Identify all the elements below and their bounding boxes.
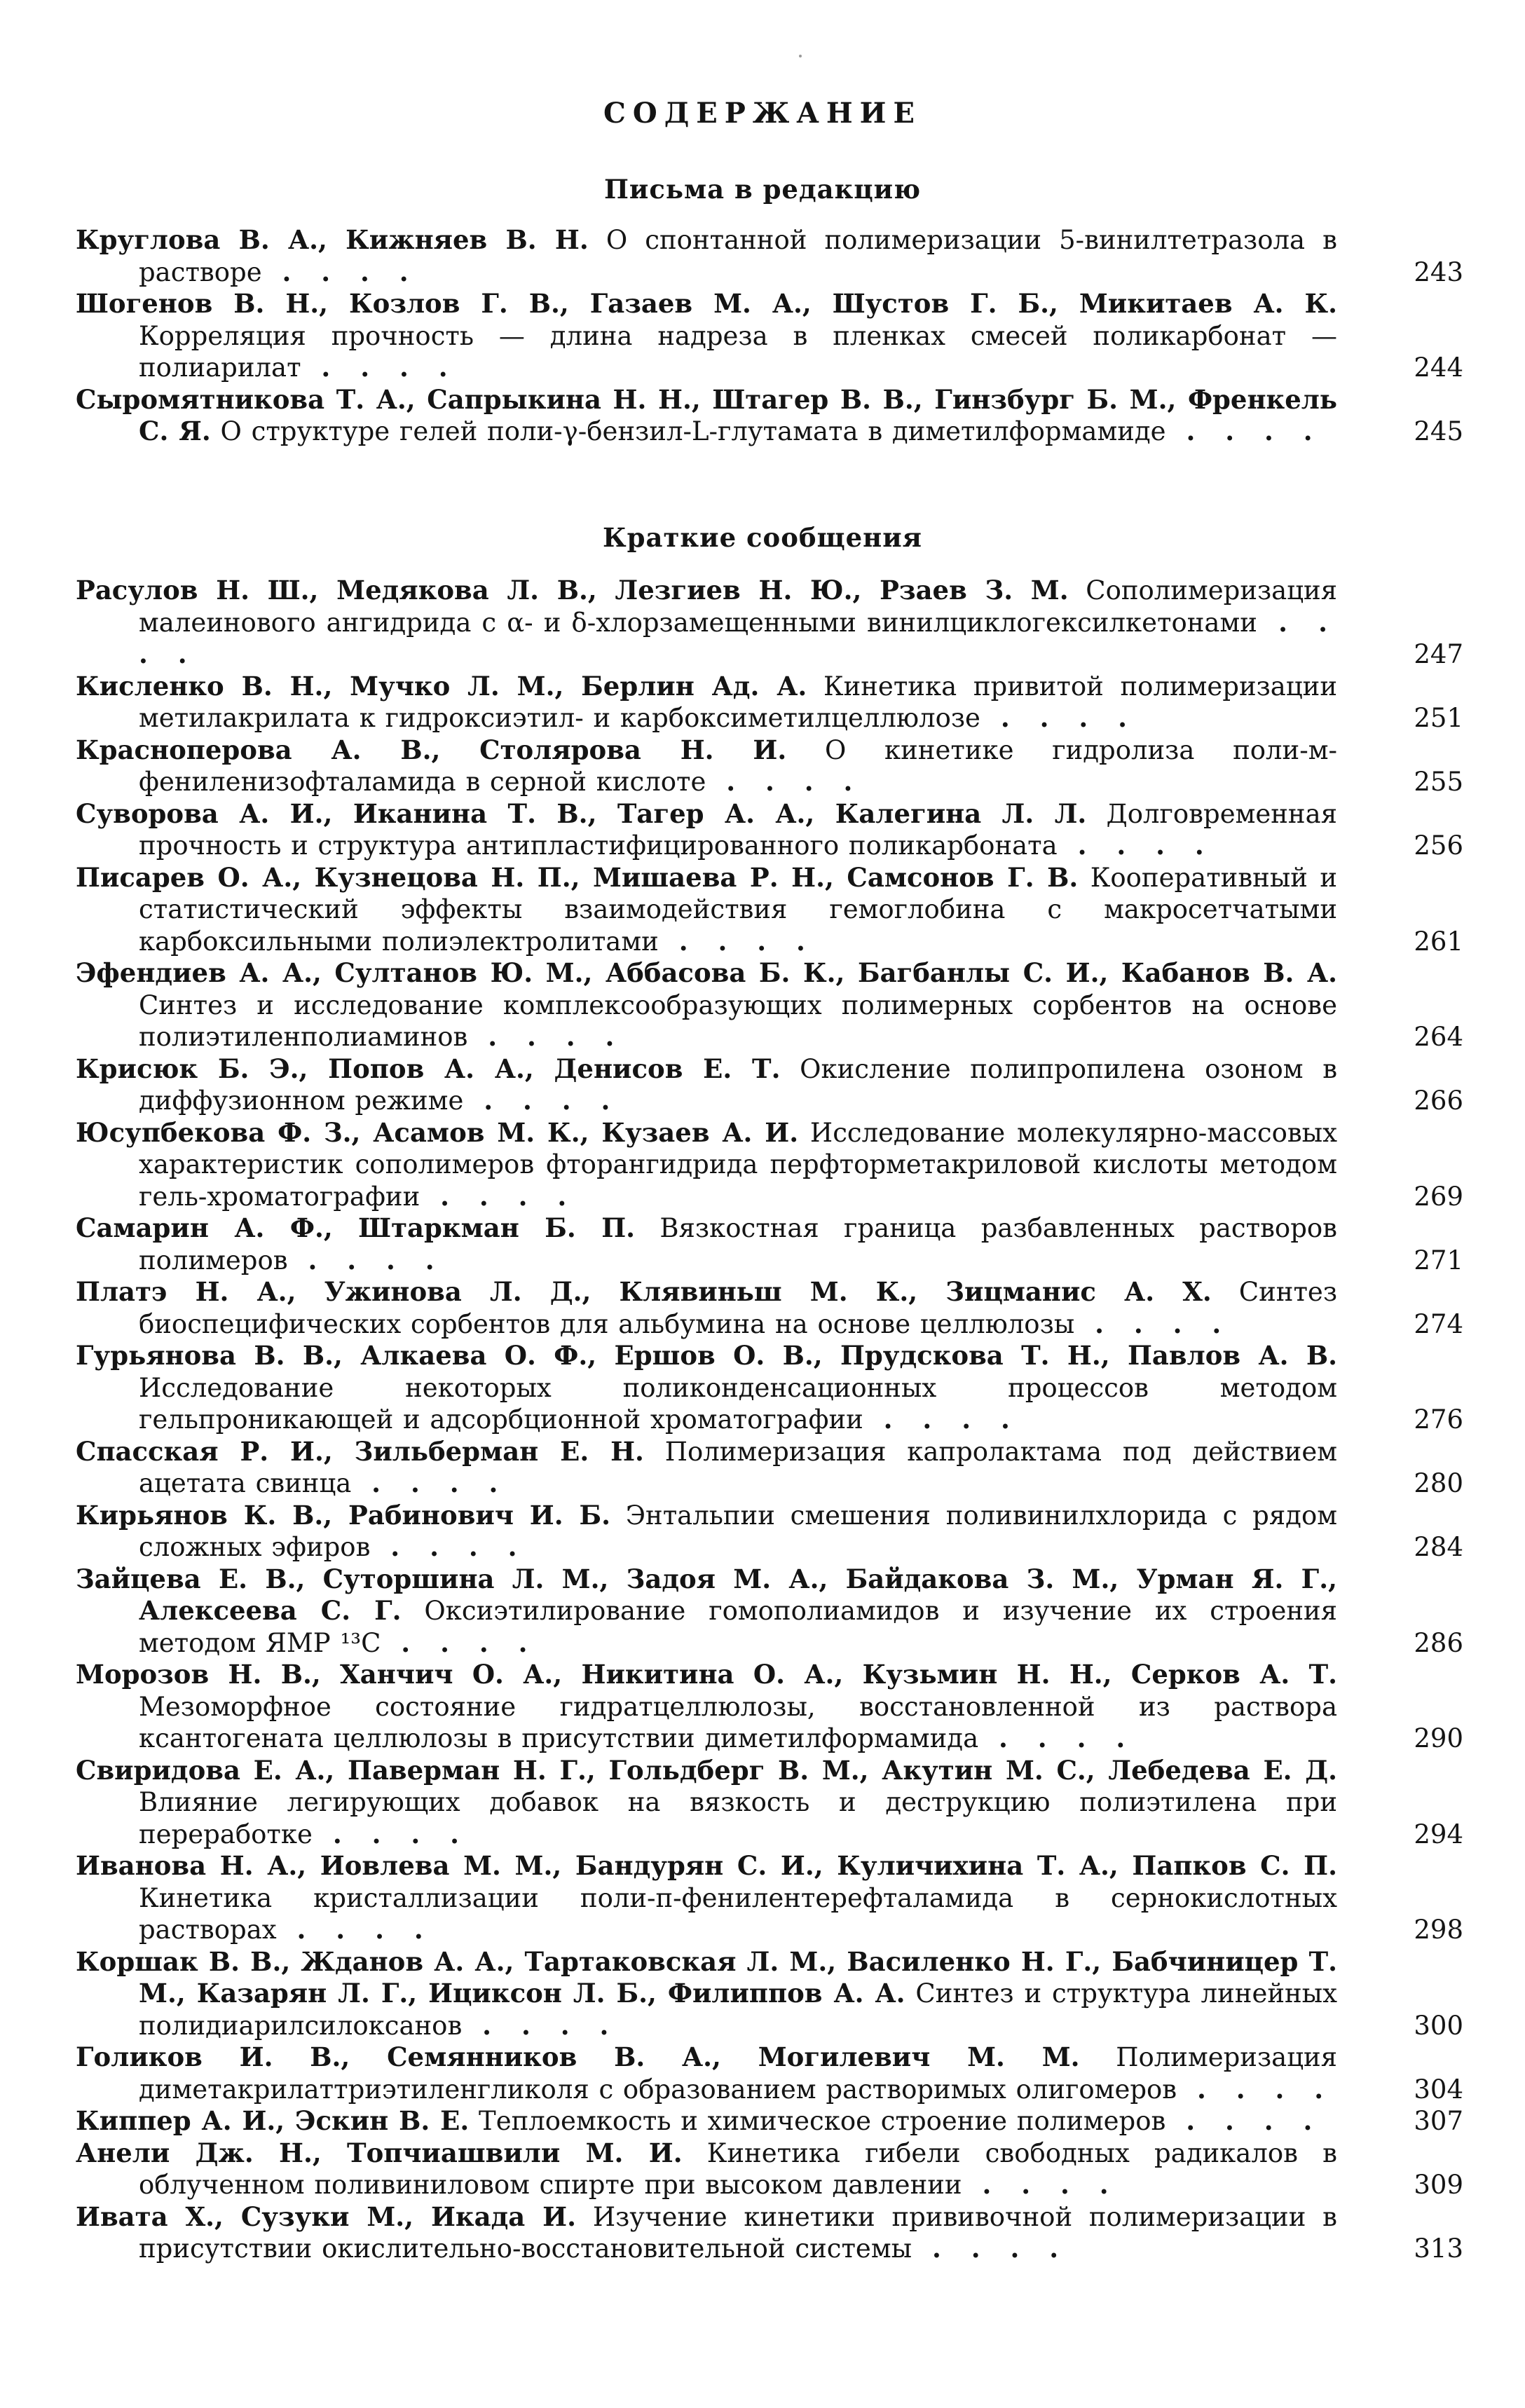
toc-entry-text	[76, 1212, 1337, 1276]
toc-entry-text	[76, 1659, 1337, 1755]
toc-entry-text	[76, 1276, 1337, 1340]
toc-entry-page: 304	[1414, 2074, 1463, 2105]
toc-entry-text	[76, 734, 1337, 798]
toc-entry-title: Оксиэтилирование гомополиамидов и изучение их строения методом ЯМР ¹³С	[139, 1596, 1337, 1658]
dot-leader: . . . .	[1165, 416, 1322, 446]
toc-entry	[76, 1212, 1463, 1276]
toc-entry-title: Полимеризация капролактама под действием ацетата свинца	[139, 1436, 1338, 1498]
toc-entry-text	[76, 798, 1337, 862]
toc-entry	[76, 1946, 1463, 2042]
toc-entry-authors: Суворова А. И., Иканина Т. В., Тагер А. А., Калегина Л. Л.	[76, 798, 1087, 829]
toc-entry-page: 256	[1414, 830, 1463, 861]
toc-entry-page: 244	[1414, 353, 1463, 383]
toc-entry-authors: Кисленко В. Н., Мучко Л. М., Берлин Ад. А.	[76, 670, 807, 702]
toc-entry-title: Кооперативный и статистический эффекты взаимодействия гемоглобина с макросетчатыми карбоксильными полиэлектролитами	[139, 862, 1338, 957]
toc-entry-page: 255	[1414, 767, 1463, 797]
dot-leader: . . . .	[381, 1627, 538, 1658]
toc-entry-authors: Эфендиев А. А., Султанов Ю. М., Аббасова Б. К., Багбанлы С. И., Кабанов В. А.	[76, 957, 1337, 988]
toc-entry-title: Синтез и исследование комплексообразующих полимерных сорбентов на основе полиэтиленполиаминов	[139, 990, 1337, 1052]
toc-entry-text	[76, 2137, 1337, 2201]
toc-entry-text	[76, 384, 1337, 448]
toc-entry-authors: Кирьянов К. В., Рабинович И. Б.	[76, 1499, 610, 1531]
toc-entry	[76, 1564, 1463, 1660]
toc-entry-page: 251	[1414, 703, 1463, 733]
toc-entry-page: 284	[1414, 1532, 1463, 1562]
toc-entry	[76, 1850, 1463, 1946]
toc-entry-page: 243	[1414, 256, 1463, 287]
toc-entry-title: Вязкостная граница разбавленных растворов полимеров	[139, 1213, 1337, 1275]
dot-leader: . . . .	[139, 606, 1337, 669]
dot-leader: . . . .	[962, 2169, 1119, 2200]
toc-entry-authors: Сыромятникова Т. А., Сапрыкина Н. Н., Штагер В. В., Гинзбург Б. М., Френкель С. Я.	[76, 383, 1337, 446]
dot-leader: . . . .	[261, 256, 418, 287]
toc-entry-text	[76, 862, 1337, 958]
toc-entry-page: 290	[1414, 1723, 1463, 1753]
toc-entry	[76, 798, 1463, 862]
toc-entry	[76, 1340, 1463, 1436]
dot-leader: . . . .	[1165, 2105, 1322, 2136]
toc-entry-title: Кинетика гибели свободных радикалов в облученном поливиниловом спирте при высоком давлении	[139, 2137, 1337, 2200]
section-brief-entries	[76, 575, 1463, 2265]
toc-entry-text	[76, 671, 1337, 734]
dot-leader: . . . .	[467, 1021, 624, 1052]
toc-entry	[76, 1500, 1463, 1564]
toc-entry-authors: Расулов Н. Ш., Медякова Л. В., Лезгиев Н. Ю., Рзаев З. М.	[76, 575, 1069, 606]
dot-leader: . . . .	[301, 352, 458, 383]
toc-entry-page: 300	[1414, 2010, 1463, 2041]
toc-entry-text	[76, 1850, 1337, 1946]
toc-entry-text	[76, 1564, 1337, 1660]
toc-entry-title: Энтальпии смешения поливинилхлорида с рядом сложных эфиров	[139, 1500, 1337, 1562]
toc-entry-title: Кинетика привитой полимеризации метилакрилата к гидроксиэтил- и карбоксиметилцеллюлозе	[139, 671, 1337, 733]
dot-leader: . . . .	[912, 2233, 1069, 2264]
toc-entry-text	[76, 1436, 1337, 1500]
toc-entry-text	[76, 2041, 1337, 2105]
toc-entry	[76, 957, 1463, 1053]
toc-entry-authors: Гурьянова В. В., Алкаева О. Ф., Ершов О. В., Прудскова Т. Н., Павлов А. В.	[76, 1340, 1337, 1371]
toc-entry-authors: Самарин А. Ф., Штаркман Б. П.	[76, 1212, 636, 1243]
toc-entry-page: 274	[1414, 1308, 1463, 1339]
toc-entry-page: 264	[1414, 1022, 1463, 1052]
dot-leader: . . . .	[370, 1531, 527, 1562]
toc-entry-authors: Круглова В. А., Кижняев В. Н.	[76, 224, 589, 255]
toc-entry-text	[76, 2105, 1337, 2137]
toc-entry-text	[76, 575, 1337, 671]
toc-entry-title: Исследование некоторых поликонденсационных процессов методом гельпроникающей и адсорбционной хроматографии	[139, 1372, 1337, 1435]
toc-entry-text	[76, 288, 1337, 384]
dot-leader: . . . .	[287, 1244, 444, 1275]
toc-entry	[76, 671, 1463, 734]
toc-entry	[76, 2137, 1463, 2201]
toc-entry-page: 307	[1414, 2106, 1463, 2136]
toc-entry-authors: Красноперова А. В., Столярова Н. И.	[76, 734, 787, 765]
toc-entry-title: Влияние легирующих добавок на вязкость и деструкцию полиэтилена при переработке	[139, 1787, 1337, 1849]
toc-entry-page: 286	[1414, 1627, 1463, 1658]
toc-entry-page: 245	[1414, 416, 1463, 446]
toc-entry	[76, 1117, 1463, 1213]
toc-entry-page: 276	[1414, 1404, 1463, 1435]
dot-leader: . . . .	[1177, 2073, 1334, 2105]
dot-leader: . . . .	[980, 702, 1137, 733]
toc-entry-title: Теплоемкость и химическое строение полимеров	[479, 2106, 1166, 2136]
toc-entry-authors: Шогенов В. Н., Козлов Г. В., Газаев М. А., Шустов Г. Б., Микитаев А. К.	[76, 288, 1337, 319]
dot-leader: . . . .	[462, 2009, 619, 2041]
toc-entry-text	[76, 1340, 1337, 1436]
dot-leader: . . . .	[706, 766, 863, 797]
toc-entry-title: О кинетике гидролиза поли-м-фениленизофталамида в серной кислоте	[139, 734, 1337, 797]
toc-entry-title: Кинетика кристаллизации поли-п-фенилентерефталамида в сернокислотных растворах	[139, 1882, 1337, 1945]
dot-leader: . . . .	[276, 1914, 433, 1945]
toc-entry	[76, 1053, 1463, 1117]
toc-entry-text	[76, 1755, 1337, 1851]
toc-entry-title: О структуре гелей поли-γ-бензил-L-глутамата в диметилформамиде	[220, 416, 1166, 446]
toc-entry-title: Полимеризация диметакрилаттриэтиленгликоля с образованием растворимых олигомеров	[139, 2042, 1337, 2105]
toc-entry-authors: Юсупбекова Ф. З., Асамов М. К., Кузаев А. И.	[76, 1116, 799, 1148]
toc-entry	[76, 2105, 1463, 2137]
toc-entry-title: Синтез и структура линейных полидиарилсилоксанов	[139, 1978, 1337, 2041]
dot-leader: . . . .	[863, 1404, 1020, 1435]
toc-entry	[76, 224, 1463, 288]
toc-entry-authors: Анели Дж. Н., Топчиашвили М. И.	[76, 2137, 683, 2168]
dot-leader: . . . .	[312, 1818, 469, 1849]
toc-entry-authors: Писарев О. А., Кузнецова Н. П., Мишаева Р. Н., Самсонов Г. В.	[76, 861, 1079, 893]
toc-entry	[76, 575, 1463, 671]
toc-entry-title: Окисление полипропилена озоном в диффузионном режиме	[139, 1053, 1338, 1116]
toc-entry-authors: Платэ Н. А., Ужинова Л. Д., Клявиньш М. К., Зицманис А. Х.	[76, 1276, 1212, 1307]
toc-entry-text	[76, 224, 1337, 288]
toc-entry	[76, 1755, 1463, 1851]
toc-entry-text	[76, 1053, 1337, 1117]
toc-entry-text	[76, 1500, 1337, 1564]
dot-leader: . . . .	[1074, 1308, 1231, 1339]
dot-leader: . . . .	[463, 1085, 620, 1116]
toc-entry	[76, 862, 1463, 958]
toc-entry-page: 294	[1414, 1819, 1463, 1849]
toc-entry-page: 313	[1414, 2233, 1463, 2264]
toc-entry-page: 247	[1414, 639, 1463, 669]
toc-entry-title: Корреляция прочность — длина надреза в пленках смесей поликарбонат — полиарилат	[139, 320, 1337, 383]
toc-entry-title: Исследование молекулярно-массовых характеристик сополимеров фторангидрида перфторметакриловой кислоты методом гель-хроматографии	[139, 1117, 1337, 1212]
toc-entry-authors: Киппер А. И., Эскин В. Е.	[76, 2105, 470, 2136]
toc-entry-authors: Свиридова Е. А., Паверман Н. Г., Гольдберг В. М., Акутин М. С., Лебедева Е. Д.	[76, 1754, 1337, 1786]
toc-entry-page: 309	[1414, 2170, 1463, 2200]
toc-entry-title: Сополимеризация малеинового ангидрида с α- и δ-хлорзамещенными винилциклогексилкетонами	[139, 575, 1338, 638]
toc-entry-text	[76, 2201, 1337, 2265]
page-title: СОДЕРЖАНИЕ	[603, 97, 922, 130]
toc-entry-page: 269	[1414, 1181, 1463, 1212]
toc-entry-title: Синтез биоспецифических сорбентов для альбумина на основе целлюлозы	[139, 1277, 1338, 1339]
toc-entry-text	[76, 957, 1337, 1053]
toc-entry-authors: Коршак В. В., Жданов А. А., Тартаковская Л. М., Василенко Н. Г., Бабчиницер Т. М., Казарян Л. Г., Ициксон Л. Б., Филиппов А. А.	[76, 1945, 1337, 2009]
toc-entry-authors: Голиков И. В., Семянников В. А., Могилевич М. М.	[76, 2041, 1080, 2072]
toc-entry-page: 261	[1414, 926, 1463, 957]
section-heading-brief: Краткие сообщения	[602, 522, 922, 553]
toc-entry-text	[76, 1946, 1337, 2042]
toc-entry-title: Изучение кинетики прививочной полимеризации в присутствии окислительно-восстановительной системы	[139, 2201, 1337, 2264]
section-letters-entries	[76, 224, 1463, 448]
dot-leader: . . . .	[351, 1468, 508, 1498]
dot-leader: . . . .	[1057, 830, 1214, 861]
toc-entry	[76, 288, 1463, 384]
dot-leader: . . . .	[978, 1723, 1135, 1753]
toc-entry-authors: Морозов Н. В., Ханчич О. А., Никитина О. А., Кузьмин Н. Н., Серков А. Т.	[76, 1659, 1337, 1690]
toc-entry	[76, 2041, 1463, 2105]
toc-entry-title: О спонтанной полимеризации 5-винилтетразола в растворе	[139, 225, 1338, 287]
toc-entry-page: 280	[1414, 1468, 1463, 1498]
toc-entry	[76, 1436, 1463, 1500]
toc-entry-authors: Ивата Х., Сузуки М., Икада И.	[76, 2201, 577, 2232]
toc-entry	[76, 734, 1463, 798]
toc-entry-page: 271	[1414, 1245, 1463, 1275]
toc-entry-authors: Спасская Р. И., Зильберман Е. Н.	[76, 1435, 644, 1467]
toc-entry-text	[76, 1117, 1337, 1213]
toc-entry-authors: Иванова Н. А., Иовлева М. М., Бандурян С. И., Куличихина Т. А., Папков С. П.	[76, 1850, 1337, 1881]
toc-entry	[76, 1659, 1463, 1755]
toc-entry	[76, 1276, 1463, 1340]
toc-entry-title: Долговременная прочность и структура антипластифицированного поликарбоната	[139, 798, 1337, 861]
toc-entry-title: Мезоморфное состояние гидратцеллюлозы, восстановленной из раствора ксантогената целлюлозы в присутствии диметилформамида	[139, 1691, 1337, 1753]
section-heading-letters: Письма в редакцию	[603, 174, 922, 205]
toc-entry	[76, 384, 1463, 448]
print-speck	[799, 55, 802, 57]
toc-entry	[76, 2201, 1463, 2265]
toc-entry-authors: Крисюк Б. Э., Попов А. А., Денисов Е. Т.	[76, 1053, 781, 1084]
toc-entry-authors: Зайцева Е. В., Суторшина Л. М., Задоя М. А., Байдакова З. М., Урман Я. Г., Алексеева С. Г.	[76, 1563, 1337, 1626]
dot-leader: . . . .	[420, 1180, 577, 1212]
toc-entry-page: 266	[1414, 1086, 1463, 1116]
toc-entry-page: 298	[1414, 1915, 1463, 1945]
dot-leader: . . . .	[658, 925, 815, 957]
